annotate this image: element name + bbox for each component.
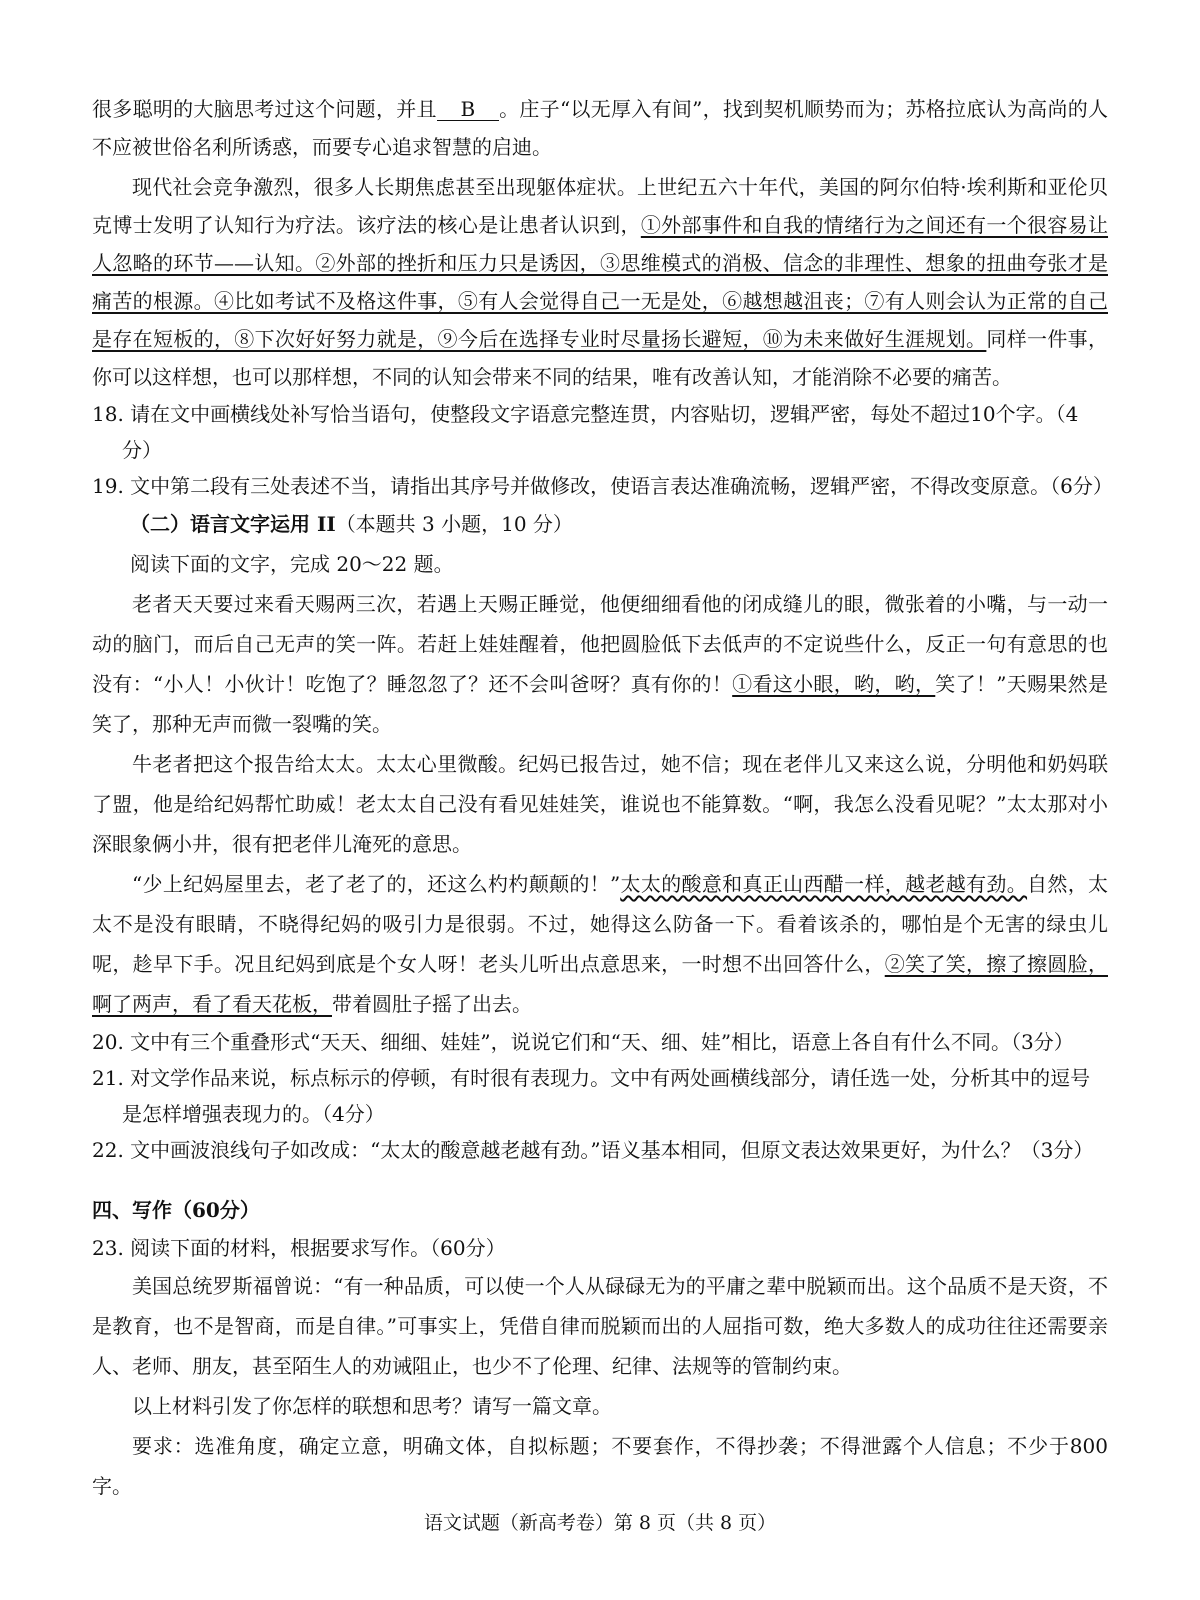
- story-paragraph-3: “少上纪妈屋里去，老了老了的，还这么杓杓颠颠的！”太太的酸意和真正山西醋一样，越老越有劲。自然，太太不是没有眼睛，不晓得纪妈的吸引力是很弱。不过，她得这么防备一下。看着该杀的，哪怕是个无害的绿虫儿呢，趁早下手。况且纪妈到底是个女人呀！老头儿听出点意思来，一时想不出回答什么，②笑了笑，擦了擦圆脸，啊了两声，看了看天花板，带着圆肚子摇了出去。: [92, 872, 1109, 1016]
- underlined-text-para2: ①外部事件和自我的情绪行为之间还有一个很容易让人忽略的环节——认知。②外部的挫折和压力只是诱因，③思维模式的消极、信念的非理性、想象的扭曲夸张才是痛苦的根源。④比如考试不及格这件事，⑤有人会觉得自己一无是处，⑥越想越沮丧；⑦有人则会认为正常的自己是存在短板的，⑧下次好好努力就是，⑨今后在选择专业时尽量扬长避短，⑩为未来做好生涯规划。: [92, 213, 1109, 351]
- question-19: 19. 文中第二段有三处表述不当，请指出其序号并做修改，使语言表达准确流畅，逻辑严密，不得改变原意。（6分）: [92, 474, 1113, 498]
- question-23: 23. 阅读下面的材料，根据要求写作。（60分）: [92, 1236, 506, 1260]
- section-2-heading: （二）语言文字运用 II（本题共 3 小题，10 分）: [130, 512, 573, 536]
- question-20: 20. 文中有三个重叠形式“天天、细细、娃娃”，说说它们和“天、细、娃”相比，语意上各自有什么不同。（3分）: [92, 1030, 1074, 1054]
- section-2-instruction: 阅读下面的文字，完成 20～22 题。: [130, 552, 454, 576]
- story-paragraph-2: 牛老者把这个报告给太太。太太心里微酸。纪妈已报告过，她不信；现在老伴儿又来这么说，分明他和奶妈联了盟，他是给纪妈帮忙助威！老太太自己没有看见娃娃笑，谁说也不能算数。“啊，我怎么没看见呢？”太太那对小深眼象俩小井，很有把老伴儿淹死的意思。: [92, 752, 1108, 856]
- question-21: 21. 对文学作品来说，标点标示的停顿，有时很有表现力。文中有两处画横线部分，请任选一处，分析其中的逗号是怎样增强表现力的。（4分）: [92, 1066, 1091, 1126]
- writing-requirement: 要求：选准角度，确定立意，明确文体，自拟标题；不要套作，不得抄袭；不得泄露个人信息；不少于800字。: [92, 1434, 1108, 1498]
- writing-material: 美国总统罗斯福曾说：“有一种品质，可以使一个人从碌碌无为的平庸之辈中脱颖而出。这个品质不是天资，不是教育，也不是智商，而是自律。”可事实上，凭借自律而脱颖而出的人屈指可数，绝大多数人的成功往往还需要亲人、老师、朋友，甚至陌生人的劝诫阻止，也少不了伦理、纪律、法规等的管制约束。: [92, 1274, 1108, 1378]
- exam-page: [92, 90, 1113, 1506]
- passage-paragraph-1: 很多聪明的大脑思考过这个问题，并且 B 。庄子“以无厚入有间”，找到契机顺势而为；苏格拉底认为高尚的人不应被世俗名利所诱惑，而要专心追求智慧的启迪。: [92, 97, 1109, 159]
- wavy-underlined-sentence: 太太的酸意和真正山西醋一样，越老越有劲。: [620, 872, 1028, 896]
- story-paragraph-1: 老者天天要过来看天赐两三次，若遇上天赐正睡觉，他便细细看他的闭成缝儿的眼，微张着的小嘴，与一动一动的脑门，而后自己无声的笑一阵。若赶上娃娃醒着，他把圆脸低下去低声的不定说些什么，反正一句有意思的也没有：“小人！小伙计！吃饱了？睡忽忽了？还不会叫爸呀？真有你的！①看这小眼，哟，哟，笑了！”天赐果然是笑了，那种无声而微一裂嘴的笑。: [92, 592, 1108, 736]
- page-footer: 语文试题（新高考卷）第 8 页（共 8 页）: [423, 1512, 777, 1534]
- underlined-text-1: ①看这小眼，哟，哟，: [732, 672, 936, 696]
- question-22: 22. 文中画波浪线句子如改成：“太太的酸意越老越有劲。”语义基本相同，但原文表达效果更好，为什么？（3分）: [92, 1138, 1094, 1162]
- writing-prompt: 以上材料引发了你怎样的联想和思考？请写一篇文章。: [132, 1394, 612, 1418]
- question-18: 18. 请在文中画横线处补写恰当语句，使整段文字语意完整连贯，内容贴切，逻辑严密，每处不超过10个字。（4分）: [92, 402, 1079, 462]
- underlined-text-2: ②笑了笑，擦了擦圆脸，啊了两声，看了看天花板，: [92, 952, 1108, 1016]
- section-4-title: 四、写作（60分）: [92, 1198, 260, 1222]
- answer-blank-b: B: [437, 98, 499, 121]
- passage-paragraph-2: 现代社会竞争激烈，很多人长期焦虑甚至出现躯体症状。上世纪五六十年代，美国的阿尔伯特·埃利斯和亚伦贝克博士发明了认知行为疗法。该疗法的核心是让患者认识到，①外部事件和自我的情绪行为之间还有一个很容易让人忽略的环节——认知。②外部的挫折和压力只是诱因，③思维模式的消极、信念的非理性、想象的扭曲夸张才是痛苦的根源。④比如考试不及格这件事，⑤有人会觉得自己一无是处，⑥越想越沮丧；⑦有人则会认为正常的自己是存在短板的，⑧下次好好努力就是，⑨今后在选择专业时尽量扬长避短，⑩为未来做好生涯规划。同样一件事，你可以这样想，也可以那样想，不同的认知会带来不同的结果，唯有改善认知，才能消除不必要的痛苦。: [92, 175, 1109, 389]
